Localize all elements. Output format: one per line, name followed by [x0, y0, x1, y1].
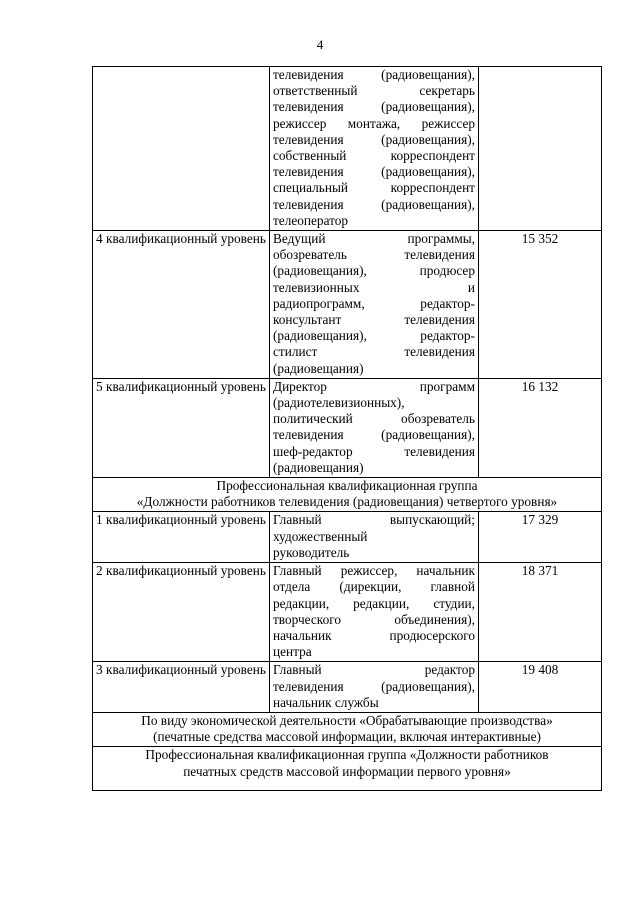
position-text-line: творческого объединения), — [273, 611, 475, 627]
positions-cell — [270, 378, 479, 477]
position-text-line: телевидения (радиовещания), — [273, 99, 475, 115]
position-text-line: шеф-редактор телевидения — [273, 443, 475, 459]
qualification-level: 3 квалификационный уровень — [96, 662, 266, 678]
table-row — [93, 563, 602, 662]
section-header — [93, 712, 602, 746]
positions-cell — [270, 512, 479, 563]
position-text-line: политический обозреватель — [273, 411, 475, 427]
position-text-line: отдела (дирекции, главной — [273, 579, 475, 595]
position-text-line: Главный редактор — [273, 662, 475, 678]
position-text-line: (радиовещания) — [273, 360, 364, 376]
position-text-line: телевидения (радиовещания), — [273, 67, 475, 82]
positions-cell — [270, 563, 479, 662]
position-text-line: (радиотелевизионных), — [273, 395, 405, 411]
salary-value: 15 352 — [521, 231, 559, 247]
position-text-line: режиссер монтажа, режиссер — [273, 115, 475, 131]
position-text-line: радиопрограмм, редактор- — [273, 295, 475, 311]
table-row — [93, 662, 602, 713]
position-text-line: начальник службы — [273, 694, 379, 710]
table-row — [93, 512, 602, 563]
salary-cell — [479, 512, 602, 563]
position-text-line: Главный выпускающий; — [273, 512, 475, 528]
qualification-level: 2 квалификационный уровень — [96, 563, 266, 579]
qualification-level-cell — [93, 563, 270, 662]
position-text-line: консультант телевидения — [273, 312, 475, 328]
salary-table — [92, 66, 602, 791]
salary-cell — [479, 67, 602, 231]
position-text-line: ответственный секретарь — [273, 83, 475, 99]
salary-value: 18 371 — [521, 563, 559, 579]
group-header-line: печатных средств массовой информации первого уровня» — [183, 763, 511, 779]
position-text-line: (радиовещания), редактор- — [273, 328, 475, 344]
salary-value: 19 408 — [521, 662, 559, 678]
table-row — [93, 231, 602, 379]
position-text-line: специальный корреспондент — [273, 180, 475, 196]
group-header-line: «Должности работников телевидения (радиовещания) четвертого уровня» — [136, 494, 558, 510]
qualification-level-cell — [93, 67, 270, 231]
group-header — [93, 478, 602, 512]
position-text-line: телеоператор — [273, 212, 349, 228]
position-text-line: руководитель — [273, 544, 350, 560]
salary-cell — [479, 378, 602, 477]
salary-cell — [479, 662, 602, 713]
position-text-line: начальник продюсерского — [273, 627, 475, 643]
salary-cell — [479, 231, 602, 379]
table-body — [93, 67, 602, 791]
position-text-line: телевидения (радиовещания), — [273, 164, 475, 180]
position-text-line: редакции, редакции, студии, — [273, 595, 475, 611]
position-text-line: телевидения (радиовещания), — [273, 196, 475, 212]
salary-cell — [479, 563, 602, 662]
qualification-level-cell — [93, 378, 270, 477]
position-text-line: Ведущий программы, — [273, 231, 475, 247]
group-header-row — [93, 478, 602, 512]
group-header-line: Профессиональная квалификационная группа «Должности работников — [145, 747, 549, 763]
table-row — [93, 67, 602, 231]
qualification-level-cell — [93, 231, 270, 379]
page-number: 4 — [316, 37, 324, 52]
group-header — [93, 747, 602, 791]
position-text-line: телевидения (радиовещания), — [273, 427, 475, 443]
qualification-level: 1 квалификационный уровень — [96, 512, 266, 528]
position-text-line: (радиовещания), продюсер — [273, 263, 475, 279]
positions-cell — [270, 662, 479, 713]
position-text-line: собственный корреспондент — [273, 148, 475, 164]
section-header-line: (печатные средства массовой информации, включая интерактивные) — [153, 729, 541, 745]
qualification-level: 5 квалификационный уровень — [96, 378, 266, 394]
salary-value: 17 329 — [521, 512, 559, 528]
position-text-line: Директор программ — [273, 378, 475, 394]
position-text-line: центра — [273, 644, 312, 660]
group-header-line: Профессиональная квалификационная группа — [216, 478, 478, 494]
qualification-level: 4 квалификационный уровень — [96, 231, 266, 247]
group-header-row — [93, 747, 602, 791]
position-text-line: телевизионных и — [273, 279, 475, 295]
table-row — [93, 378, 602, 477]
position-text-line: обозреватель телевидения — [273, 247, 475, 263]
salary-value: 16 132 — [521, 378, 559, 394]
position-text-line: художественный — [273, 528, 368, 544]
positions-cell — [270, 67, 479, 231]
position-text-line: (радиовещания) — [273, 459, 364, 475]
position-text-line: Главный режиссер, начальник — [273, 563, 475, 579]
section-header-line: По виду экономической деятельности «Обрабатывающие производства» — [141, 712, 553, 728]
section-header-row — [93, 712, 602, 746]
position-text-line: стилист телевидения — [273, 344, 475, 360]
position-text-line: телевидения (радиовещания), — [273, 131, 475, 147]
positions-cell — [270, 231, 479, 379]
position-text-line: телевидения (радиовещания), — [273, 678, 475, 694]
qualification-level-cell — [93, 662, 270, 713]
qualification-level-cell — [93, 512, 270, 563]
